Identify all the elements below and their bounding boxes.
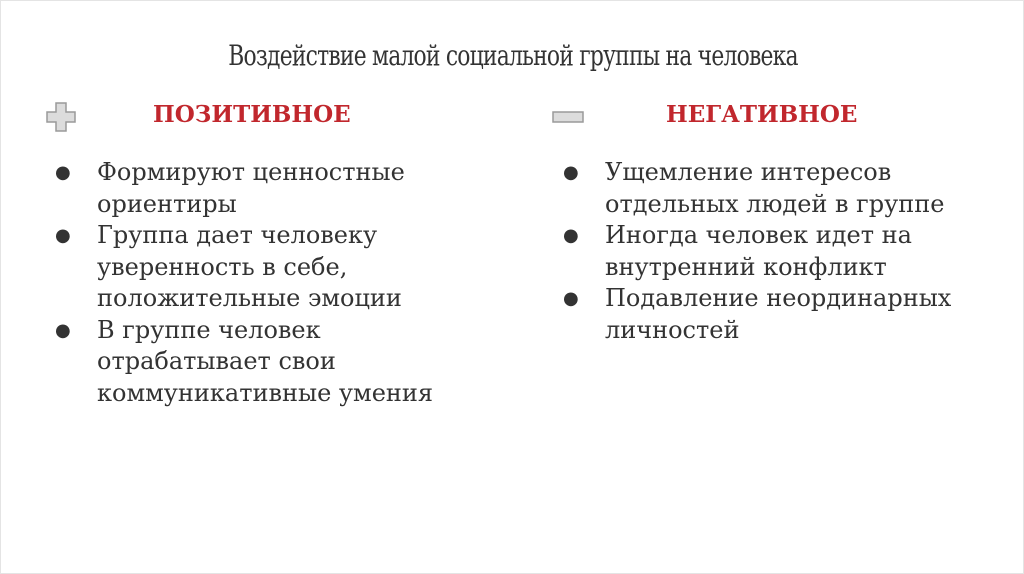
negative-heading: НЕГАТИВНОЕ	[666, 101, 858, 128]
minus-icon	[552, 110, 584, 124]
bullet-icon: ●	[55, 319, 71, 341]
slide-title: Воздействие малой социальной группы на человека	[228, 39, 798, 72]
bullet-icon: ●	[563, 288, 579, 309]
list-item-text: Подавление неординарных личностей	[605, 284, 952, 344]
list-item	[53, 220, 493, 315]
list-item-text: Ущемление интересов отдельных людей в группе	[605, 158, 945, 218]
list-item	[561, 220, 1001, 283]
list-item	[561, 157, 1001, 220]
list-item	[53, 315, 493, 410]
negative-list	[561, 157, 1001, 346]
list-item-text: Формируют ценностные ориентиры	[97, 158, 405, 218]
bullet-icon: ●	[563, 162, 579, 183]
positive-list	[53, 157, 493, 409]
list-item-text: Иногда человек идет на внутренний конфликт	[605, 221, 912, 281]
list-item-text: В группе человек отрабатывает свои коммуникативные умения	[97, 315, 434, 407]
positive-heading: ПОЗИТИВНОЕ	[153, 101, 351, 128]
plus-icon	[45, 101, 77, 133]
bullet-icon: ●	[55, 225, 71, 246]
list-item	[561, 283, 1001, 346]
list-item-text: Группа дает человеку уверенность в себе, положительные эмоции	[97, 221, 402, 312]
bullet-icon: ●	[55, 162, 71, 183]
list-item	[53, 157, 493, 220]
bullet-icon: ●	[563, 225, 579, 246]
